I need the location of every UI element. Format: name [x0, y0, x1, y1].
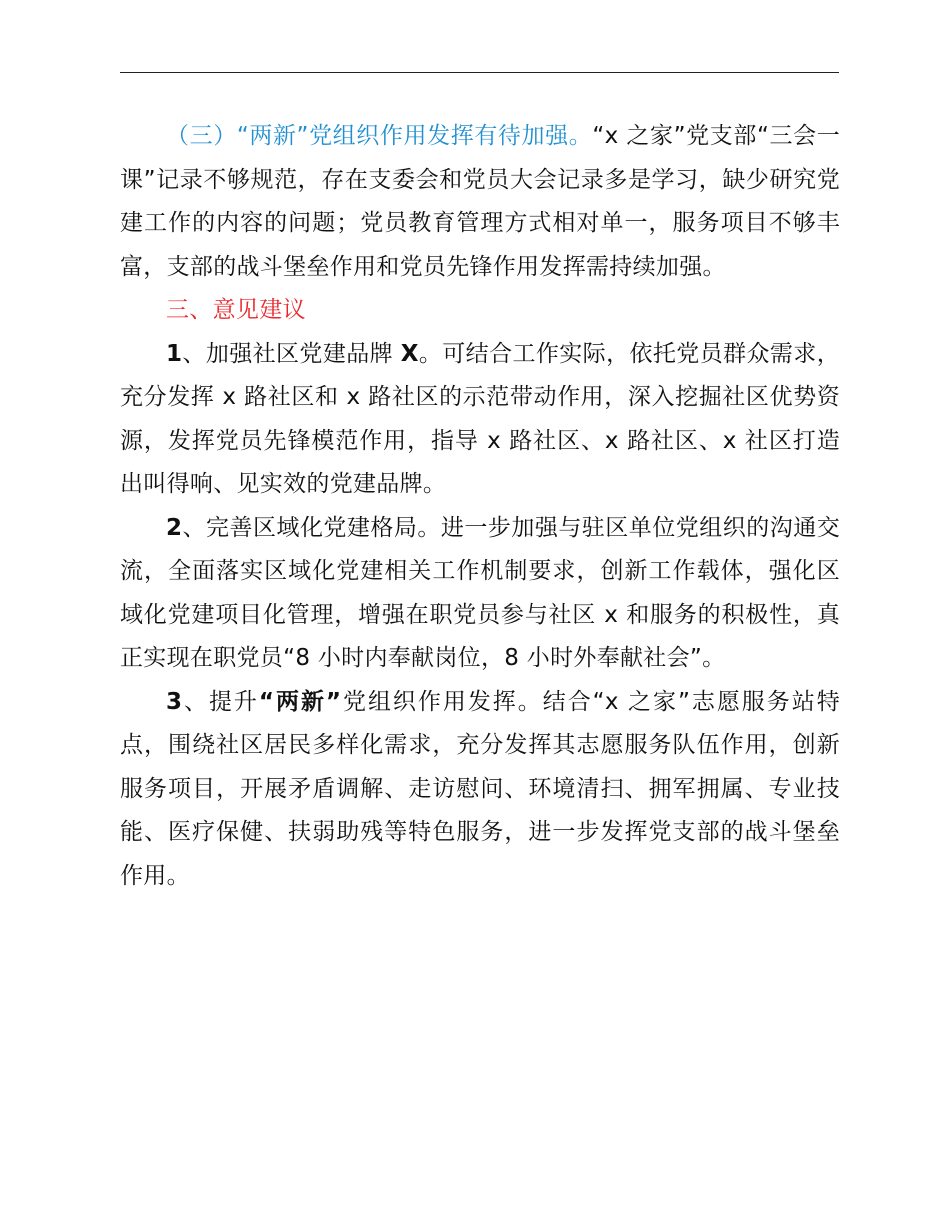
paragraph-body: “x 之家”党支部“三会一课”记录不够规范，存在支委会和党员大会记录多是学习，缺少研究党建工作的内容的问题；党员教育管理方式相对单一，服务项目不够丰富，支部的战斗堡垒作用和党员先锋作用发挥需持续加强。 — [120, 123, 840, 280]
suggestion-item-3 — [120, 681, 840, 899]
suggestion-item-1 — [120, 333, 840, 507]
item-body: 。可结合工作实际，依托党员群众需求，充分发挥 x 路社区和 x 路社区的示范带动作用，深入挖掘社区优势资源，发挥党员先锋模范作用，指导 x 路社区、x 路社区、x 社区打造出叫得响、见实效的党建品牌。 — [120, 340, 840, 497]
item-number: 2 — [166, 514, 183, 541]
header-rule — [120, 72, 839, 73]
section-heading-suggestions: 三、意见建议 — [166, 297, 306, 323]
document-content — [120, 115, 840, 898]
item-number: 1 — [166, 340, 183, 367]
item-number: 3 — [166, 688, 183, 715]
item-quote: “两新” — [258, 688, 342, 715]
item-mark: X — [400, 340, 419, 367]
item-lead: 、提升 — [182, 688, 259, 715]
item-body: 党组织作用发挥。结合“x 之家”志愿服务站特点，围绕社区居民多样化需求，充分发挥其志愿服务队伍作用，创新服务项目，开展矛盾调解、走访慰问、环境清扫、拥军拥属、专业技能、医疗保健、扶弱助残等特色服务，进一步发挥党支部的战斗堡垒作用。 — [120, 688, 841, 889]
paragraph-two-new-orgs — [120, 115, 840, 289]
subsection-heading: （三）“两新”党组织作用发挥有待加强。 — [166, 123, 593, 149]
item-body: 、完善区域化党建格局。进一步加强与驻区单位党组织的沟通交流，全面落实区域化党建相关工作机制要求，创新工作载体，强化区域化党建项目化管理，增强在职党员参与社区 x 和服务的积极性，真正实现在职党员“8 小时内奉献岗位，8 小时外奉献社会”。 — [120, 514, 840, 671]
item-lead: 、加强社区党建品牌 — [182, 340, 401, 367]
suggestion-item-2 — [120, 507, 840, 681]
